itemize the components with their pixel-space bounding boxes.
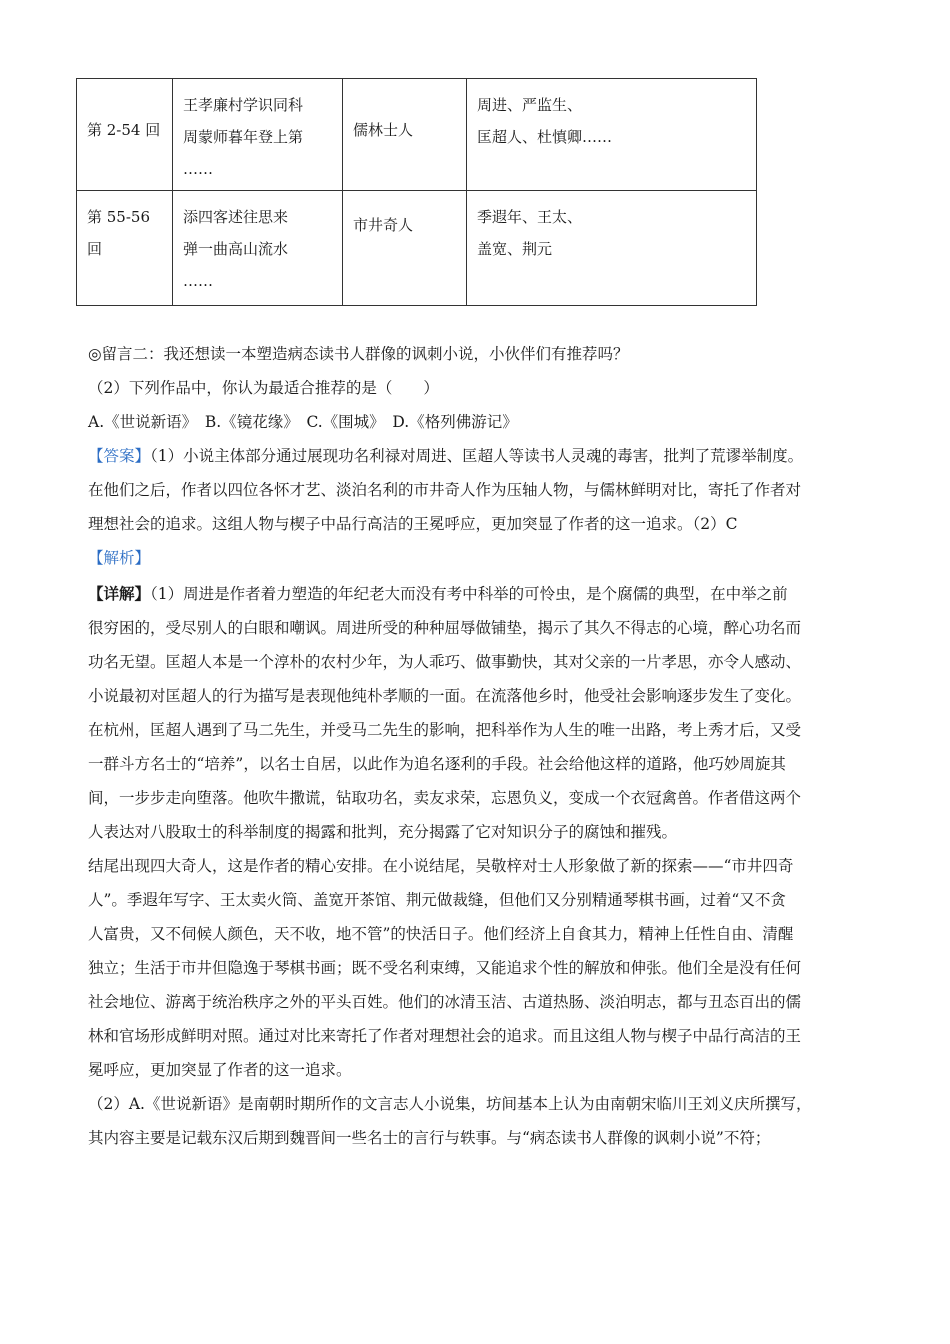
detail-line: 很穷困的，受尽别人的白眼和嘲讽。周进所受的种种屈辱做铺垫，揭示了其久不得志的心境，醉心功名而 <box>88 619 802 637</box>
detail-line: 林和官场形成鲜明对照。通过对比来寄托了作者对理想社会的追求。而且这组人物与楔子中品行高洁的王 <box>88 1027 802 1045</box>
detail-line: 社会地位、游离于统治秩序之外的平头百姓。他们的冰清玉洁、古道热肠、淡泊明志，都与丑态百出的儒 <box>88 993 802 1011</box>
detail-line: 人富贵，又不伺候人颜色，天不收，地不管”的快活日子。他们经济上自食其力，精神上任性自由、清醒 <box>88 925 794 943</box>
answer-line: 理想社会的追求。这组人物与楔子中品行高洁的王冕呼应，更加突显了作者的这一追求。（2）C <box>88 515 738 533</box>
question-block <box>88 337 878 439</box>
group-cell: 市井奇人 <box>343 191 467 306</box>
detail-line: 人表达对八股取士的科举制度的揭露和批判，充分揭露了它对知识分子的腐蚀和摧残。 <box>88 823 678 841</box>
answer-line: 在他们之后，作者以四位各怀才艺、淡泊名利的市井奇人作为压轴人物，与儒林鲜明对比，寄托了作者对 <box>88 481 802 499</box>
chapter-range-cell: 第 55-56 回 <box>77 191 173 306</box>
chapter-range-cell: 第 2-54 回 <box>77 79 173 191</box>
answer-line: （1）小说主体部分通过展现功名利禄对周进、匡超人等读书人灵魂的毒害，批判了荒谬举制度。 <box>150 447 804 465</box>
detail-line: 在杭州，匡超人遇到了马二先生，并受马二先生的影响，把科举作为人生的唯一出路，考上秀才后，又受 <box>88 721 802 739</box>
detail-line: 一群斗方名士的“培养”，以名士自居，以此作为追名逐利的手段。社会给他这样的道路，他巧妙周旋其 <box>88 755 786 773</box>
answer-options: A.《世说新语》 B.《镜花缘》 C.《围城》 D.《格列佛游记》 <box>88 413 518 431</box>
detail-line: 间，一步步走向堕落。他吹牛撒谎，钻取功名，卖友求荣，忘恩负义，变成一个衣冠禽兽。作者借这两个 <box>88 789 802 807</box>
detail-line: 结尾出现四大奇人，这是作者的精心安排。在小说结尾，吴敬梓对士人形象做了新的探索——“市井四奇 <box>88 857 794 875</box>
message-two: ◎留言二：我还想读一本塑造病态读书人群像的讽刺小说，小伙伴们有推荐吗？ <box>88 345 629 363</box>
chapter-table <box>76 78 757 306</box>
answer-tag: 【答案】 <box>88 447 151 465</box>
detail-line: 其内容主要是记载东汉后期到魏晋间一些名士的言行与轶事。与“病态读书人群像的讽刺小说”不符； <box>88 1129 771 1147</box>
people-cell: 周进、严监生、 匡超人、杜慎卿…… <box>467 79 757 191</box>
analysis-tag: 【解析】 <box>88 549 151 567</box>
detail-line: 独立；生活于市井但隐逸于琴棋书画；既不受名利束缚，又能追求个性的解放和伸张。他们全是没有任何 <box>88 959 802 977</box>
chapter-titles-cell: 王孝廉村学识同科 周蒙师暮年登上第 …… <box>173 79 343 191</box>
people-cell: 季遐年、王太、 盖宽、荆元 <box>467 191 757 306</box>
detail-line: 冕呼应，更加突显了作者的这一追求。 <box>88 1061 352 1079</box>
detail-line: 人”。季遐年写字、王太卖火筒、盖宽开茶馆、荆元做裁缝，但他们又分别精通琴棋书画，过着“又不贪 <box>88 891 786 909</box>
chapter-titles-cell: 添四客述往思来 弹一曲高山流水 …… <box>173 191 343 306</box>
detail-line: （2）A.《世说新语》是南朝时期所作的文言志人小说集，坊间基本上认为由南朝宋临川王刘义庆所撰写， <box>88 1095 812 1113</box>
detail-line: 功名无望。匡超人本是一个淳朴的农村少年，为人乖巧、做事勤快，其对父亲的一片孝思，亦令人感动、 <box>88 653 802 671</box>
detail-tag: 【详解】 <box>88 584 151 603</box>
group-cell: 儒林士人 <box>343 79 467 191</box>
detail-block <box>88 577 878 1155</box>
table-row <box>77 191 757 306</box>
detail-line: （1）周进是作者着力塑造的年纪老大而没有考中科举的可怜虫，是个腐儒的典型，在中举之前 <box>150 585 788 603</box>
question-two: （2）下列作品中，你认为最适合推荐的是（ ） <box>88 379 439 397</box>
detail-line: 小说最初对匡超人的行为描写是表现他纯朴孝顺的一面。在流落他乡时，他受社会影响逐步发生了变化。 <box>88 687 802 705</box>
answer-block <box>88 439 878 575</box>
table-row <box>77 79 757 191</box>
